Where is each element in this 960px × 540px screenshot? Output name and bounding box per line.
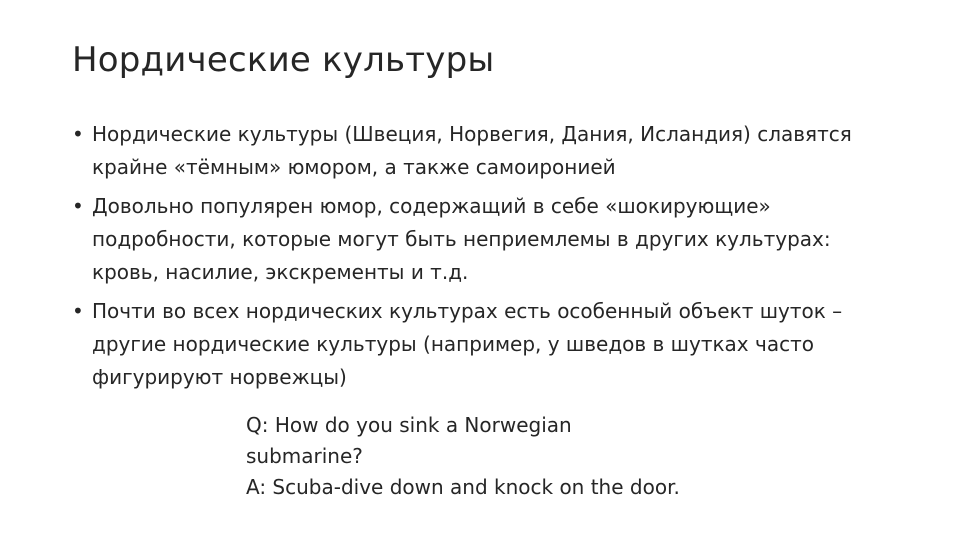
bullet-item xyxy=(72,118,892,184)
bullet-text: Нордические культуры (Швеция, Норвегия, Дания, Исландия) славятся крайне «тёмным» юмором, а также самоиронией xyxy=(92,122,852,179)
bullet-text: Почти во всех нордических культурах есть особенный объект шуток – другие нордические культуры (например, у шведов в шутках часто фигурируют норвежцы) xyxy=(92,299,843,389)
joke-text-block xyxy=(246,410,680,503)
bullet-dot-icon xyxy=(72,295,86,328)
bullet-list xyxy=(72,118,892,400)
bullet-item xyxy=(72,190,892,289)
bullet-item xyxy=(72,295,892,394)
joke-question-line-2: submarine? xyxy=(246,444,363,468)
joke-question-line-1: Q: How do you sink a Norwegian xyxy=(246,413,572,437)
slide-title: Нордические культуры xyxy=(72,40,495,80)
bullet-dot-icon xyxy=(72,118,86,151)
bullet-dot-icon xyxy=(72,190,86,223)
bullet-text: Довольно популярен юмор, содержащий в себе «шокирующие» подробности, которые могут быть неприемлемы в других культурах: кровь, насилие, экскременты и т.д. xyxy=(92,194,831,284)
joke-answer-line: A: Scuba-dive down and knock on the door. xyxy=(246,475,680,499)
